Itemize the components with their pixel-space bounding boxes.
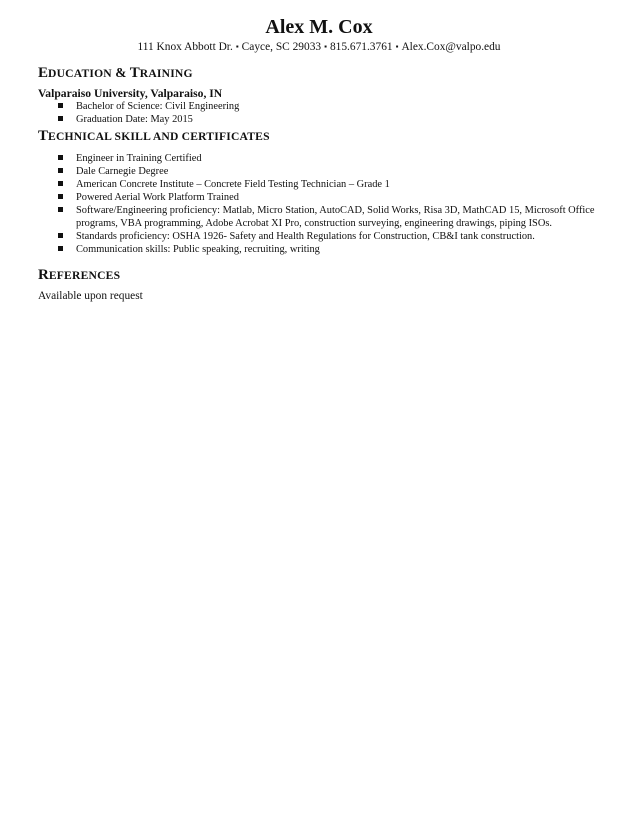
school-name: Valparaiso University, Valparaiso, IN: [38, 87, 223, 100]
list-item: Powered Aerial Work Platform Trained: [0, 191, 604, 204]
contact-line: [0, 40, 638, 54]
references-heading: REFERENCES: [38, 267, 121, 283]
bullet-icon: [58, 233, 63, 238]
bullet-icon: [58, 168, 63, 173]
references-text: Available upon request: [38, 290, 143, 302]
list-item: Engineer in Training Certified: [0, 152, 604, 165]
technical-heading: TECHNICAL SKILL AND CERTIFICATES: [38, 128, 270, 144]
contact-email[interactable]: Alex.Cox@valpo.edu: [401, 41, 501, 53]
education-list: [0, 100, 604, 126]
separator-icon: ▪: [324, 42, 327, 51]
bullet-icon: [58, 155, 63, 160]
technical-list: [0, 152, 604, 256]
list-item: Bachelor of Science: Civil Engineering: [0, 100, 604, 113]
bullet-icon: [58, 103, 63, 108]
bullet-icon: [58, 246, 63, 251]
bullet-icon: [58, 194, 63, 199]
contact-address: 111 Knox Abbott Dr.: [137, 41, 233, 53]
list-item: Graduation Date: May 2015: [0, 113, 604, 126]
list-item: American Concrete Institute – Concrete Field Testing Technician – Grade 1: [0, 178, 604, 191]
list-item: Dale Carnegie Degree: [0, 165, 604, 178]
separator-icon: ▪: [395, 42, 399, 51]
candidate-name: Alex M. Cox: [265, 16, 373, 38]
contact-phone: 815.671.3761: [329, 41, 393, 53]
education-heading: EDUCATION & TRAINING: [38, 65, 193, 81]
bullet-icon: [58, 207, 63, 212]
list-item: Communication skills: Public speaking, recruiting, writing: [0, 243, 604, 256]
list-item: Standards proficiency: OSHA 1926- Safety and Health Regulations for Construction, CB&I tank construction.: [0, 230, 604, 243]
bullet-icon: [58, 181, 63, 186]
bullet-icon: [58, 116, 63, 121]
list-item: Software/Engineering proficiency: Matlab, Micro Station, AutoCAD, Solid Works, Risa 3D, MathCAD 15, Microsoft Office programs, VBA programming, Adobe Acrobat XI Pro, construction surveying, engineering drawings, piping ISOs.: [0, 204, 604, 230]
separator-icon: ▪: [235, 42, 239, 51]
contact-city: Cayce, SC 29033: [241, 41, 322, 53]
